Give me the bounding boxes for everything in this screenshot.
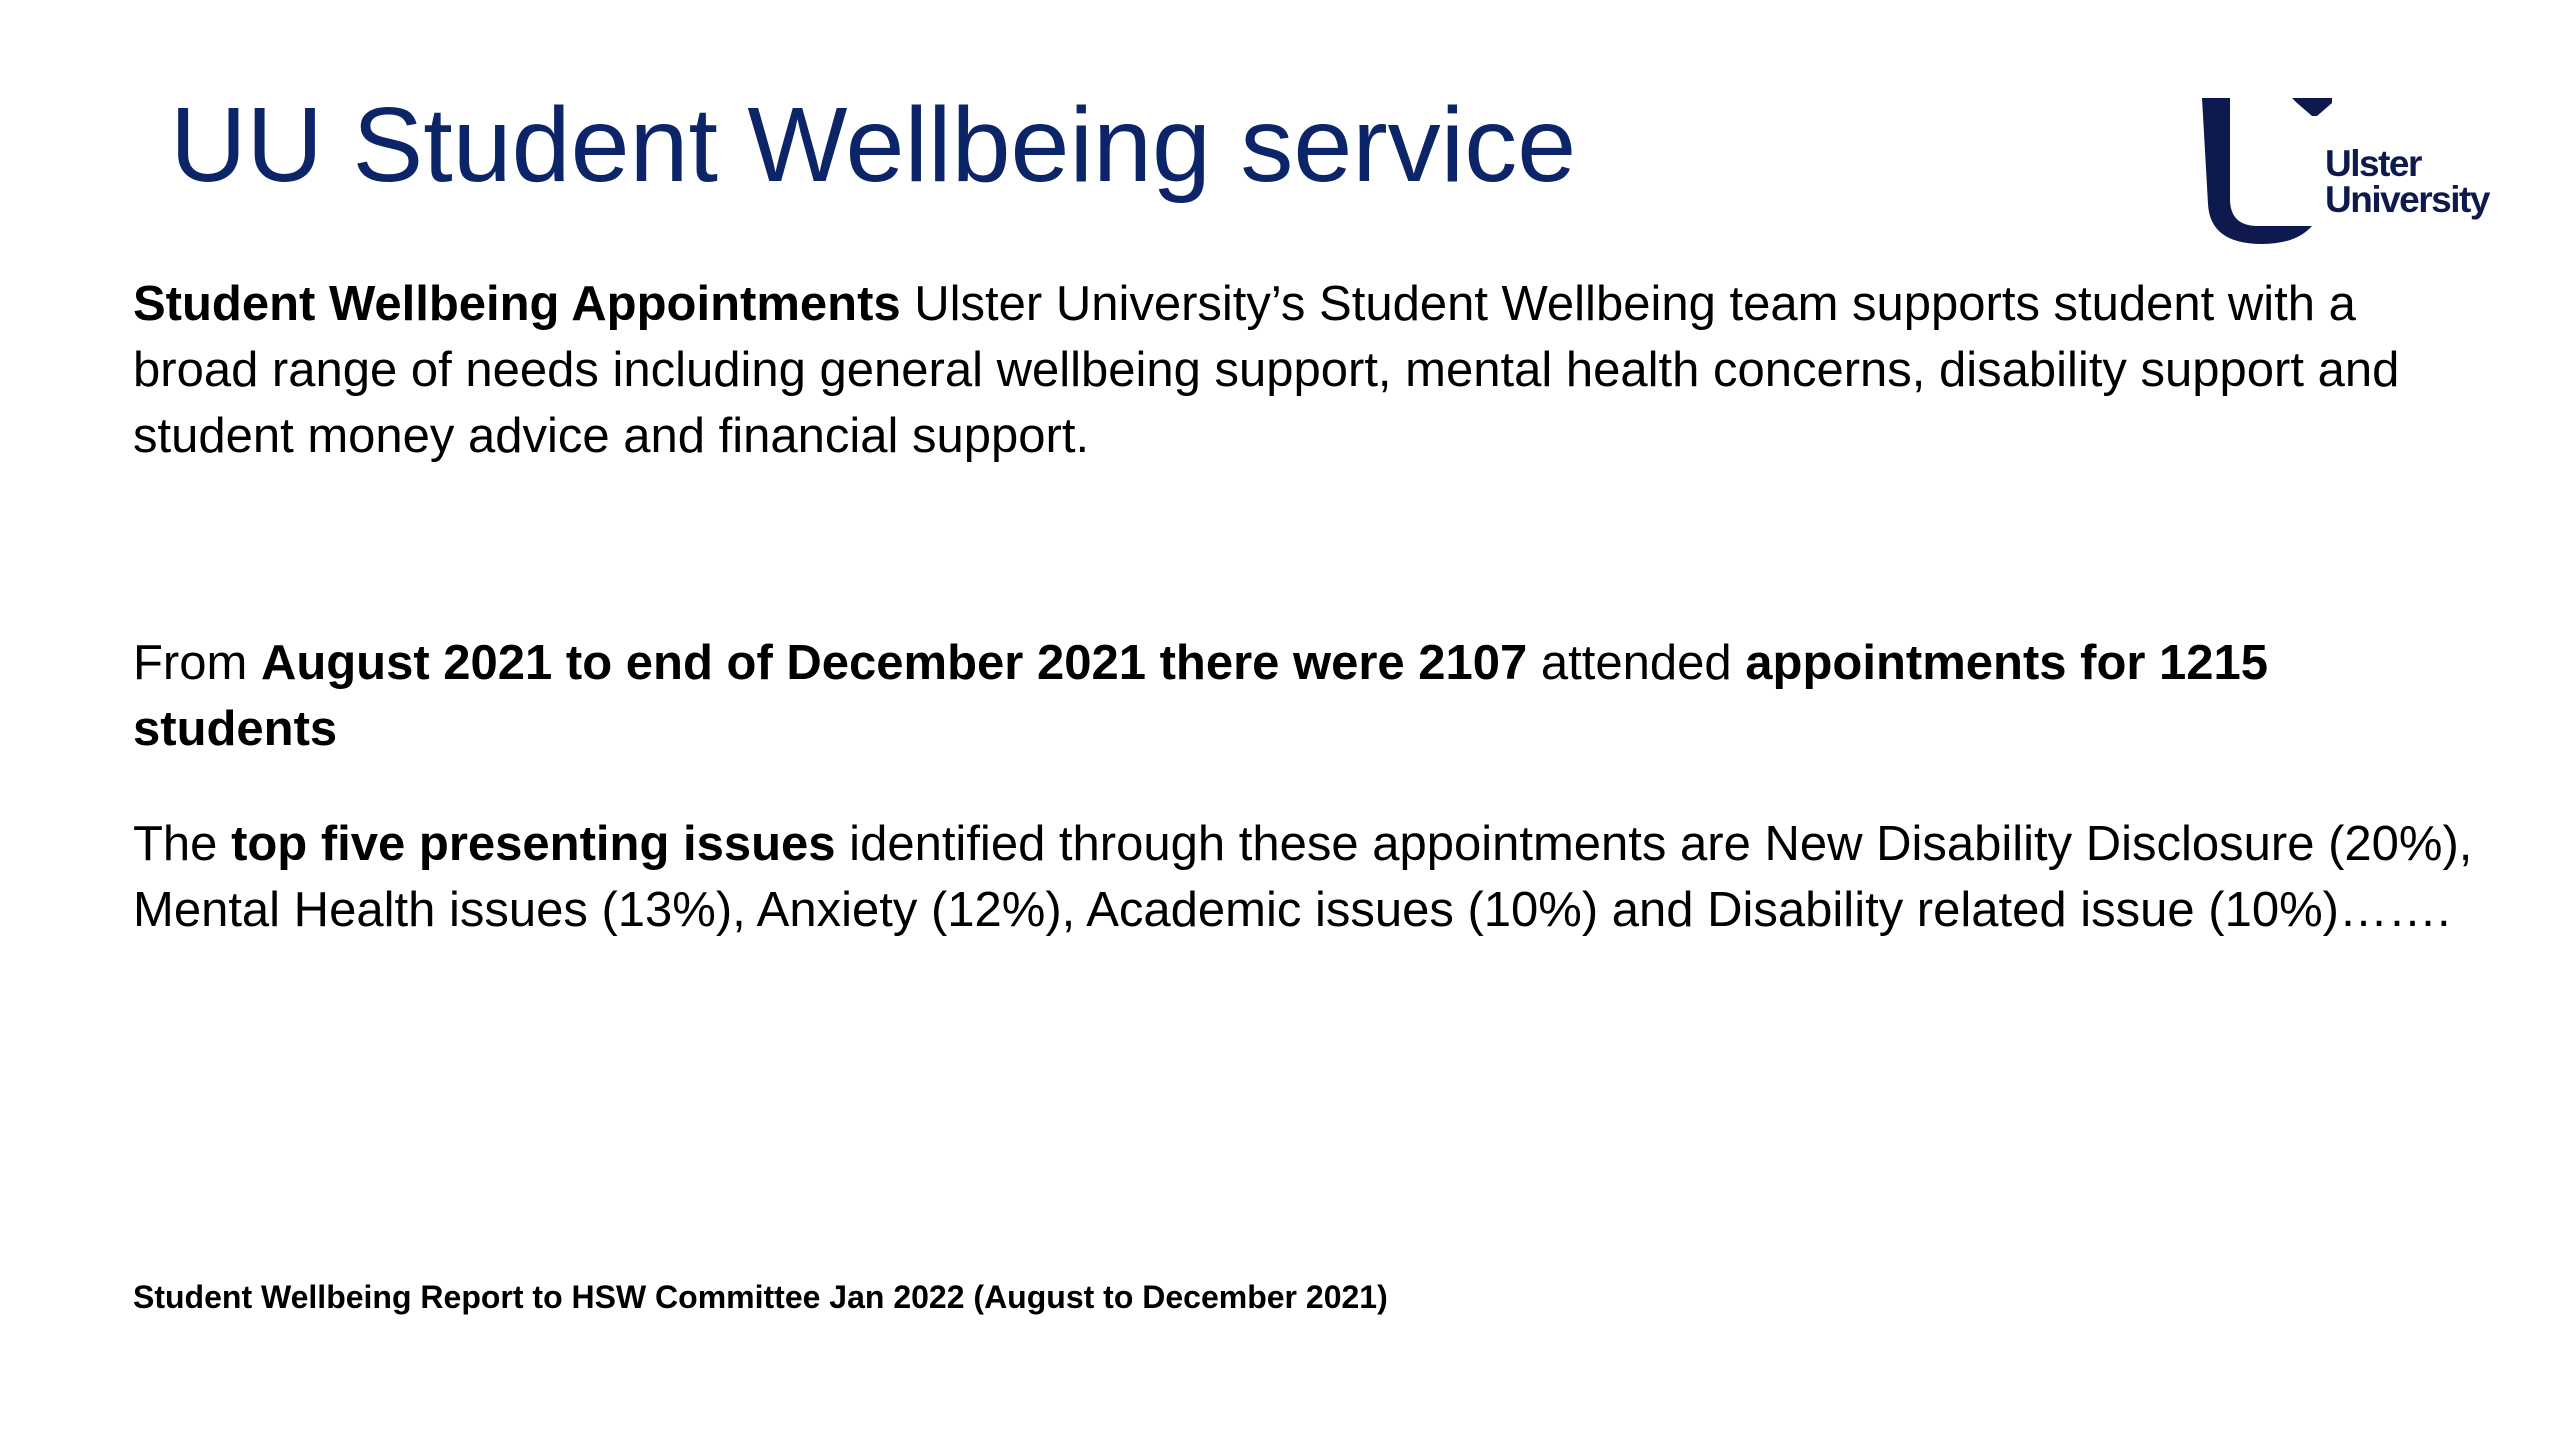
ulster-u-icon	[2200, 94, 2340, 244]
logo-line-university: University	[2325, 179, 2489, 220]
attendance-text-2: attended	[1527, 636, 1746, 690]
appointments-heading: Student Wellbeing Appointments	[133, 277, 901, 331]
issues-text-1: The	[133, 817, 232, 871]
attendance-period-count: August 2021 to end of December 2021 there were 2107	[260, 636, 1528, 690]
attendance-text-1: From	[133, 636, 261, 690]
logo-wordmark	[2325, 143, 2489, 220]
attendance-paragraph	[133, 630, 2473, 762]
ulster-university-logo	[2200, 94, 2489, 244]
slide-title: UU Student Wellbeing service	[170, 86, 1577, 204]
appointments-paragraph	[133, 271, 2473, 469]
issues-text-2: identified through these appointments are New Disability Disclosure (20%), Mental Health issues (13%), Anxiety (12%), Academic issues (10%) and Disability related issue (10%)…….	[133, 817, 2473, 937]
slide-footer: Student Wellbeing Report to HSW Committee Jan 2022 (August to December 2021)	[133, 1279, 1388, 1315]
issues-paragraph	[133, 811, 2473, 943]
appointments-text: Ulster University’s Student Wellbeing team supports student with a broad range of needs including general wellbeing support, mental health concerns, disability support and student money advice and financial support.	[133, 277, 2400, 463]
attendance-students: appointments for 1215 students	[133, 636, 2269, 756]
logo-line-ulster: Ulster	[2325, 143, 2421, 184]
issues-highlight: top five presenting issues	[231, 817, 836, 871]
